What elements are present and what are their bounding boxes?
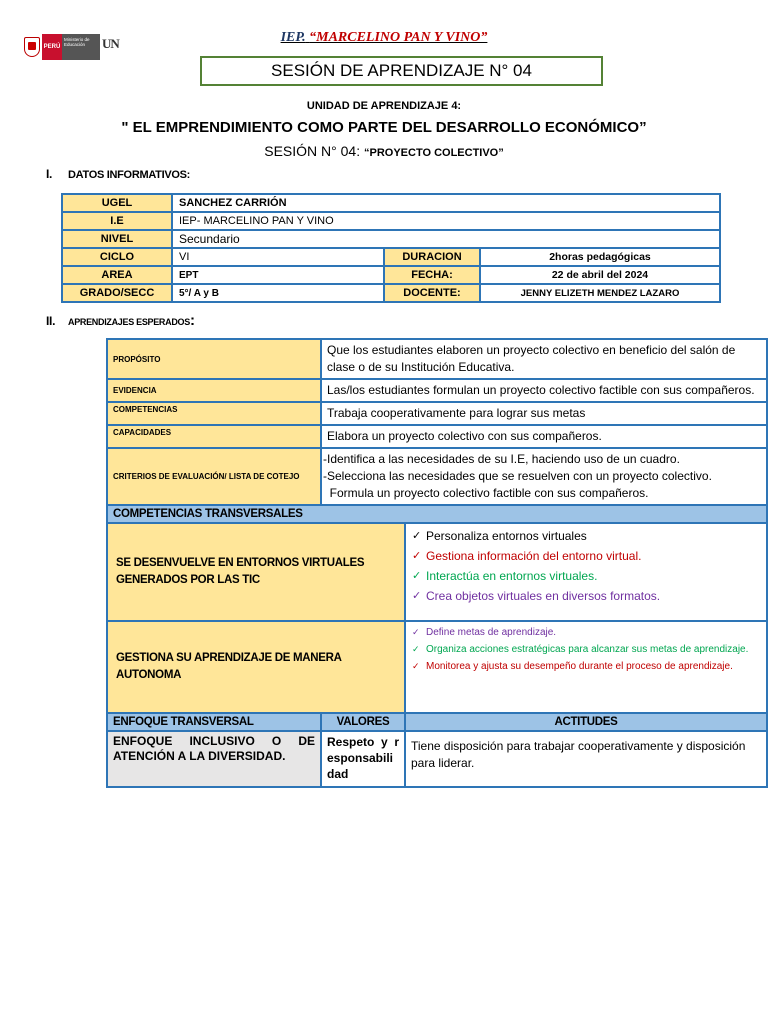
nivel-label: NIVEL xyxy=(62,230,172,248)
school-prefix: IEP. xyxy=(280,30,306,45)
actitudes-header: ACTITUDES xyxy=(405,713,767,731)
unit-label: UNIDAD DE APRENDIZAJE 4: xyxy=(306,100,462,112)
list-item: ✓ Gestiona información del entorno virtual. xyxy=(426,546,762,566)
logo-peru: PERÚ xyxy=(42,34,62,60)
table-row xyxy=(62,266,720,284)
evidencia-label: EVIDENCIA xyxy=(107,379,321,402)
school-name xyxy=(0,30,768,46)
table-row xyxy=(107,402,767,425)
table-row xyxy=(62,284,720,302)
logo-university: UN xyxy=(102,36,119,51)
ie-label: I.E xyxy=(62,212,172,230)
criterio-item: -Identifica a las necesidades de su I.E, haciendo uso de un cuadro. xyxy=(323,452,680,466)
table-row xyxy=(62,212,720,230)
valores-value: Respeto y responsabilidad xyxy=(321,731,405,787)
session-prefix: SESIÓN N° 04: xyxy=(264,143,364,159)
list-item: ✓ Organiza acciones estratégicas para alcanzar sus metas de aprendizaje. xyxy=(426,641,762,658)
autonomy-competency: GESTIONA SU APRENDIZAJE DE MANERA AUTONOMA xyxy=(107,621,405,713)
section-number: I. xyxy=(46,167,53,181)
session-title-box: SESIÓN DE APRENDIZAJE N° 04 xyxy=(200,56,603,86)
list-item: ✓ Monitorea y ajusta su desempeño durante el proceso de aprendizaje. xyxy=(426,658,762,675)
school-title: “MARCELINO PAN Y VINO” xyxy=(309,30,488,45)
valores-header: VALORES xyxy=(321,713,405,731)
info-table xyxy=(61,193,721,303)
ugel-value: SANCHEZ CARRIÓN xyxy=(172,194,720,212)
autonomy-capacities xyxy=(405,621,767,713)
unit-title: " EL EMPRENDIMIENTO COMO PARTE DEL DESARROLLO ECONÓMICO” xyxy=(121,119,647,136)
table-row xyxy=(107,713,767,731)
proposito-value: Que los estudiantes elaboren un proyecto colectivo en beneficio del salón de clase o de su Institución Educativa. xyxy=(321,339,767,379)
actitudes-value: Tiene disposición para trabajar cooperativamente y disposición para liderar. xyxy=(405,731,767,787)
criterio-item: Formula un proyecto colectivo factible con sus compañeros. xyxy=(323,486,649,500)
section-title: DATOS INFORMATIVOS: xyxy=(68,169,191,181)
criterio-item: -Selecciona las necesidades que se resuelven con un proyecto colectivo. xyxy=(323,469,712,483)
table-row xyxy=(107,379,767,402)
duracion-value: 2horas pedagógicas xyxy=(480,248,720,266)
table-row xyxy=(62,194,720,212)
docente-label: DOCENTE: xyxy=(384,284,480,302)
evidencia-value: Las/los estudiantes formulan un proyecto colectivo factible con sus compañeros. xyxy=(321,379,767,402)
area-label: AREA xyxy=(62,266,172,284)
fecha-value: 22 de abril del 2024 xyxy=(480,266,720,284)
table-row xyxy=(107,731,767,787)
docente-value: JENNY ELIZETH MENDEZ LAZARO xyxy=(480,284,720,302)
list-item: ✓ Define metas de aprendizaje. xyxy=(426,624,762,641)
proposito-label: PROPÓSITO xyxy=(107,339,321,379)
ie-value: IEP- MARCELINO PAN Y VINO xyxy=(172,212,720,230)
nivel-value: Secundario xyxy=(172,230,720,248)
section-heading-aprendizajes xyxy=(46,312,195,329)
area-value: EPT xyxy=(172,266,384,284)
transversales-header: COMPETENCIAS TRANSVERSALES xyxy=(107,505,767,523)
grado-label: GRADO/SECC xyxy=(62,284,172,302)
enfoque-value: ENFOQUE INCLUSIVO O DE ATENCIÓN A LA DIVERSIDAD. xyxy=(107,731,321,787)
list-item: ✓ Personaliza entornos virtuales xyxy=(426,526,762,546)
ciclo-value: VI xyxy=(172,248,384,266)
fecha-label: FECHA: xyxy=(384,266,480,284)
list-item: ✓ Interactúa en entornos virtuales. xyxy=(426,566,762,586)
competencias-label: COMPETENCIAS xyxy=(107,402,321,425)
list-item: ✓ Crea objetos virtuales en diversos formatos. xyxy=(426,586,762,606)
tic-competency: SE DESENVUELVE EN ENTORNOS VIRTUALES GENERADOS POR LAS TIC xyxy=(107,523,405,621)
table-row xyxy=(107,621,767,713)
table-row xyxy=(107,425,767,448)
learning-table xyxy=(106,338,768,788)
logo-ministry: Ministerio de Educación xyxy=(62,34,100,60)
table-row xyxy=(107,339,767,379)
duracion-label: DURACION xyxy=(384,248,480,266)
section-heading-datos xyxy=(46,167,190,181)
session-line xyxy=(0,143,768,159)
capacidades-label: CAPACIDADES xyxy=(107,425,321,448)
table-row xyxy=(62,248,720,266)
section-colon: : xyxy=(189,312,195,329)
section-number: II. xyxy=(46,314,56,328)
table-row xyxy=(62,230,720,248)
session-title: “PROYECTO COLECTIVO” xyxy=(363,147,504,159)
criterios-label: CRITERIOS DE EVALUACIÓN/ LISTA DE COTEJO xyxy=(107,448,321,505)
section-title: APRENDIZAJES ESPERADOS xyxy=(68,317,190,327)
ugel-label: UGEL xyxy=(62,194,172,212)
table-row xyxy=(107,448,767,505)
ciclo-label: CICLO xyxy=(62,248,172,266)
criterios-value xyxy=(321,448,767,505)
grado-value: 5°/ A y B xyxy=(172,284,384,302)
competencias-value: Trabaja cooperativamente para lograr sus metas xyxy=(321,402,767,425)
table-row xyxy=(107,505,767,523)
capacidades-value: Elabora un proyecto colectivo con sus compañeros. xyxy=(321,425,767,448)
table-row xyxy=(107,523,767,621)
tic-capacities xyxy=(405,523,767,621)
enfoque-header: ENFOQUE TRANSVERSAL xyxy=(107,713,321,731)
